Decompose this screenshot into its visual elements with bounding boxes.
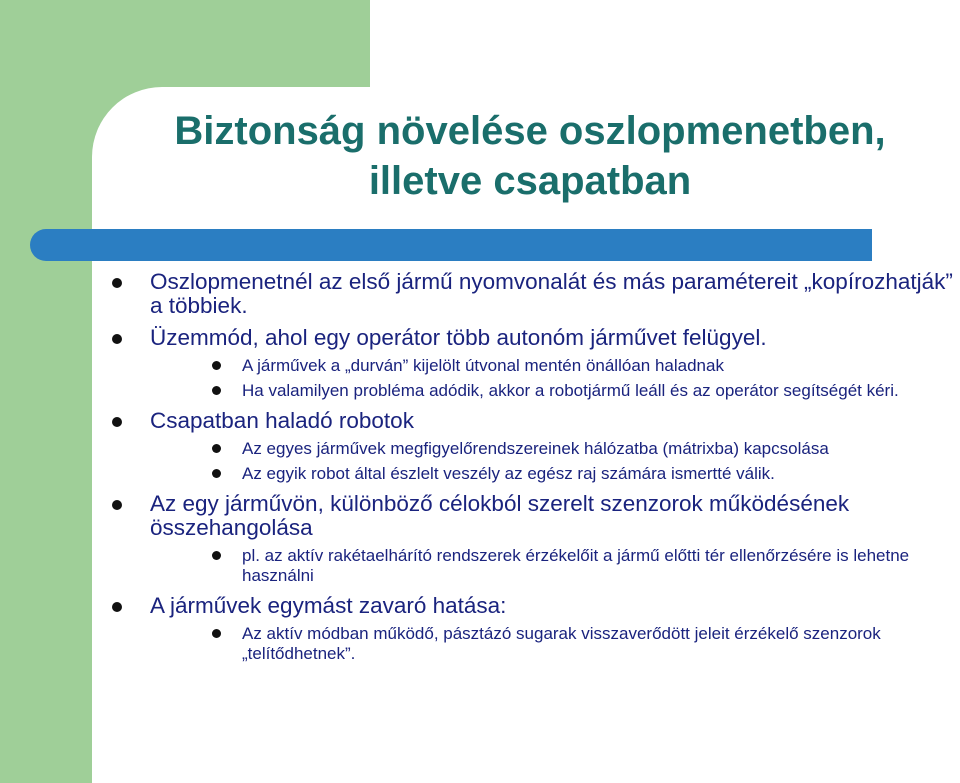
bullet-text: A járművek egymást zavaró hatása: (150, 593, 507, 618)
slide-title-line-1: Biztonság növelése oszlopmenetben, (174, 109, 886, 153)
bullet-item (110, 409, 960, 433)
sub-bullet-item (110, 464, 960, 484)
bullet-dot-icon (112, 417, 122, 427)
blue-divider-bar (30, 229, 872, 261)
sub-bullet-item (110, 624, 960, 664)
sub-bullet-dot-icon (212, 469, 221, 478)
bullet-text: Oszlopmenetnél az első jármű nyomvonalát és más paramétereit „kopírozhatják” a többiek. (150, 269, 953, 318)
sub-bullet-dot-icon (212, 551, 221, 560)
sub-bullet-item (110, 439, 960, 459)
sub-bullet-text: A járművek a „durván” kijelölt útvonal mentén önállóan haladnak (242, 356, 724, 375)
sub-bullet-text: Az egyik robot által észlelt veszély az egész raj számára ismertté válik. (242, 464, 775, 483)
bullet-dot-icon (112, 334, 122, 344)
bullet-text: Az egy járművön, különböző célokból szerelt szenzorok működésének összehangolása (150, 491, 850, 540)
sub-bullet-text: Az aktív módban működő, pásztázó sugarak visszaverődött jeleit érzékelő szenzorok „telítődhetnek”. (242, 624, 881, 663)
green-left-strip (0, 0, 92, 783)
slide-title-line-2: illetve csapatban (368, 159, 692, 203)
sub-bullet-dot-icon (212, 444, 221, 453)
sub-bullet-text: pl. az aktív rakétaelhárító rendszerek érzékelőit a jármű előtti tér ellenőrzésére is lehetne használni (242, 546, 910, 585)
sub-bullet-item (110, 381, 960, 401)
bullet-text: Csapatban haladó robotok (150, 408, 414, 433)
bullet-item (110, 492, 960, 540)
sub-bullet-text: Az egyes járművek megfigyelőrendszereinek hálózatba (mátrixba) kapcsolása (242, 439, 829, 458)
bullet-item (110, 270, 960, 318)
bullet-dot-icon (112, 602, 122, 612)
bullet-text: Üzemmód, ahol egy operátor több autonóm járművet felügyel. (150, 325, 767, 350)
slide-title (100, 106, 960, 206)
bullet-item (110, 326, 960, 350)
bullet-dot-icon (112, 500, 122, 510)
bullet-dot-icon (112, 278, 122, 288)
bullet-list (110, 270, 960, 669)
sub-bullet-dot-icon (212, 629, 221, 638)
sub-bullet-dot-icon (212, 361, 221, 370)
bullet-item (110, 594, 960, 618)
sub-bullet-item (110, 356, 960, 376)
sub-bullet-text: Ha valamilyen probléma adódik, akkor a robotjármű leáll és az operátor segítségét kéri. (242, 381, 899, 400)
sub-bullet-dot-icon (212, 386, 221, 395)
sub-bullet-item (110, 546, 960, 586)
